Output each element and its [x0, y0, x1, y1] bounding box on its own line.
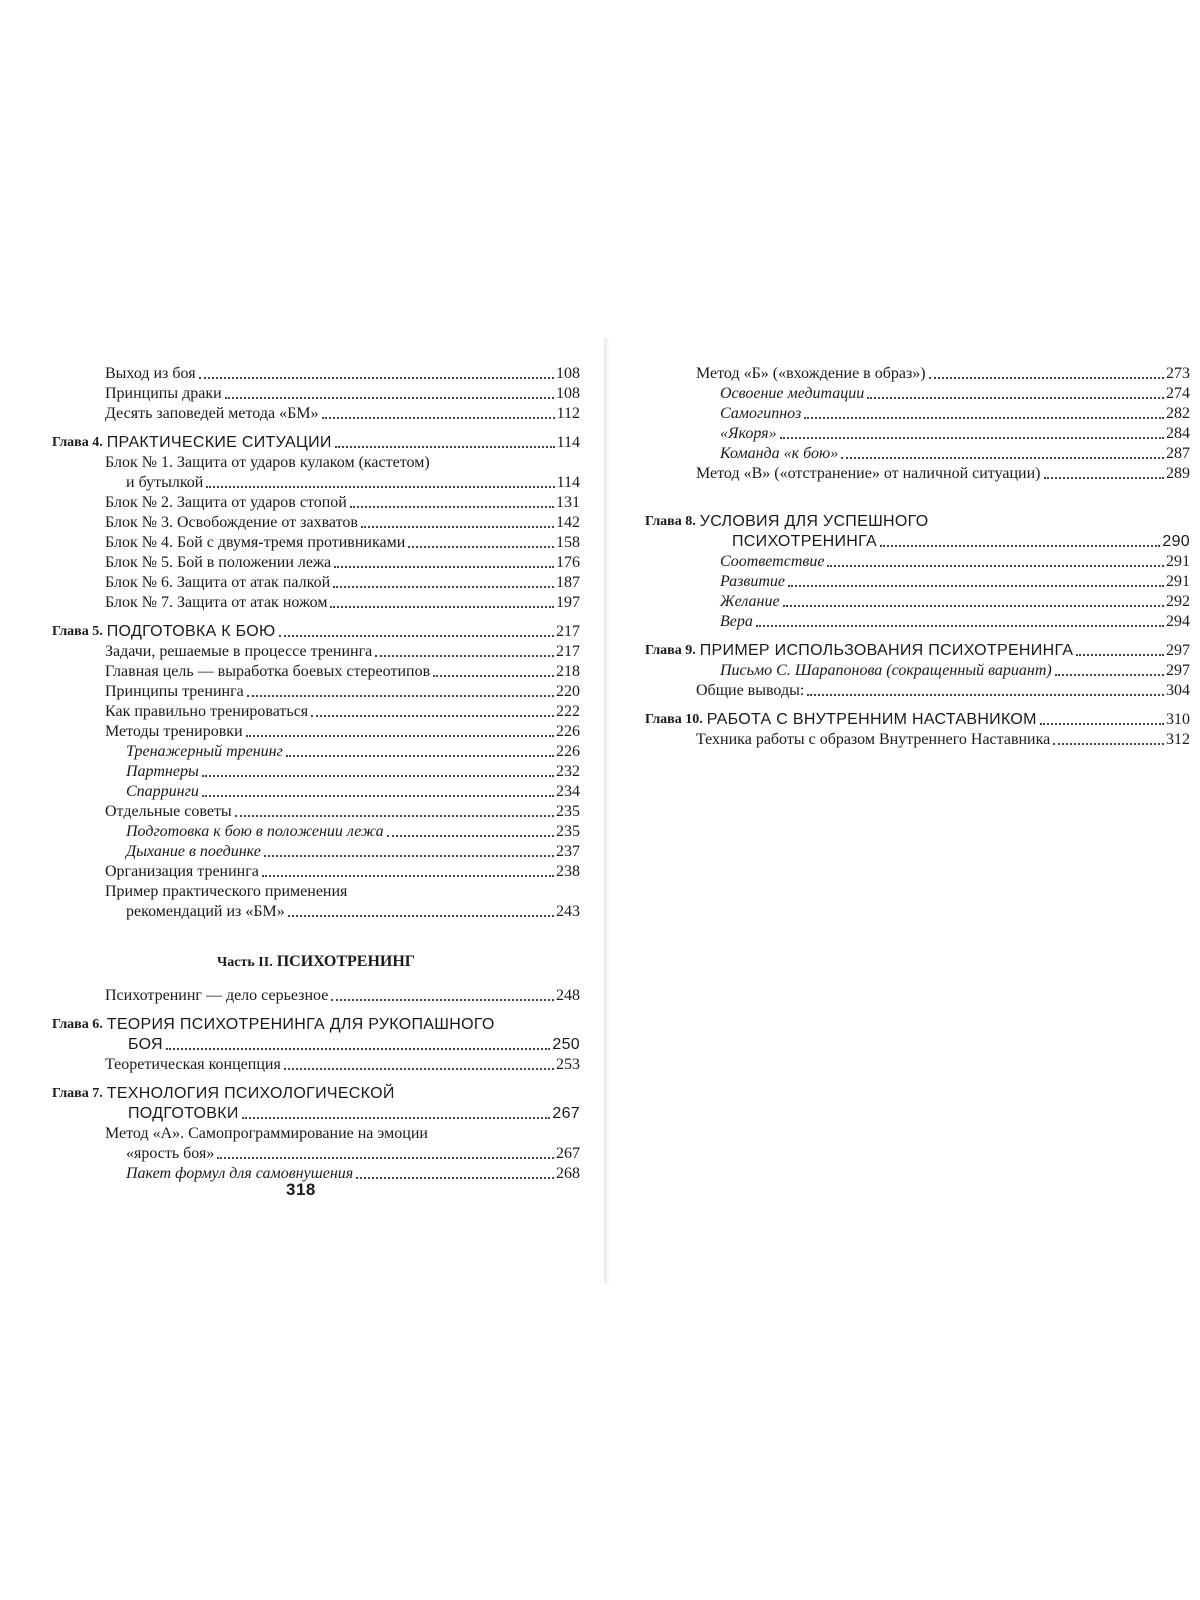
entry-title: рекомендаций из «БМ» — [126, 903, 285, 920]
dot-leader — [807, 694, 1164, 696]
entry-page-number: 268 — [556, 1165, 580, 1182]
toc-entry — [52, 364, 580, 384]
entry-page-number: 114 — [556, 434, 580, 451]
dot-leader — [350, 506, 554, 508]
entry-page-number: 234 — [556, 783, 580, 800]
dot-leader — [841, 457, 1164, 459]
toc-entry — [645, 464, 1190, 484]
chapter-entry — [645, 512, 1190, 532]
entry-page-number: 312 — [1166, 731, 1190, 748]
entry-title: Метод «А». Самопрограммирование на эмоции — [105, 1125, 428, 1142]
toc-subentry — [645, 572, 1190, 592]
chapter-entry — [645, 710, 1190, 730]
dot-leader — [387, 835, 554, 837]
chapter-entry — [52, 433, 580, 453]
dot-leader — [286, 755, 554, 757]
chapter-label: Глава 8. — [645, 514, 696, 529]
toc-entry — [52, 642, 580, 662]
toc-entry — [52, 513, 580, 533]
entry-title: Блок № 7. Защита от атак ножом — [105, 594, 328, 611]
entry-title: Соответствие — [720, 553, 825, 570]
entry-title: Психотренинг — дело серьезное — [105, 987, 329, 1004]
toc-entry — [52, 862, 580, 882]
entry-page-number: 248 — [556, 987, 580, 1004]
toc-entry — [52, 882, 580, 902]
entry-page-number: 222 — [556, 703, 580, 720]
toc-subentry — [52, 473, 580, 493]
toc-entry — [52, 593, 580, 613]
dot-leader — [1044, 477, 1165, 479]
toc-subentry — [645, 444, 1190, 464]
toc-entry — [52, 986, 580, 1006]
entry-title: Письмо С. Шарапонова (сокращенный вариант) — [720, 662, 1052, 679]
entry-title: Общие выводы: — [696, 682, 805, 699]
entry-title: Самогипноз — [720, 405, 802, 422]
toc-entry — [645, 364, 1190, 384]
dot-leader — [1076, 654, 1164, 656]
dot-leader — [202, 795, 554, 797]
entry-title: Подготовка к бою в положении лежа — [126, 823, 384, 840]
chapter-entry — [52, 1084, 580, 1104]
dot-leader — [335, 446, 555, 448]
entry-page-number: 250 — [552, 1036, 580, 1053]
dot-leader — [247, 695, 554, 697]
toc-subentry — [52, 782, 580, 802]
entry-title: Дыхание в поединке — [126, 843, 261, 860]
toc-entry — [52, 453, 580, 473]
toc-subentry — [645, 661, 1190, 681]
toc-entry — [52, 404, 580, 424]
entry-title: Блок № 1. Защита от ударов кулаком (кастетом) — [105, 454, 430, 471]
dot-leader — [867, 397, 1164, 399]
toc-subentry — [52, 822, 580, 842]
toc-subentry — [645, 612, 1190, 632]
entry-title: Развитие — [720, 573, 786, 590]
page-number: 318 — [286, 1180, 316, 1199]
entry-title: Блок № 6. Защита от атак палкой — [105, 574, 331, 591]
toc-entry — [645, 681, 1190, 701]
entry-title: Техника работы с образом Внутреннего Наставника — [696, 731, 1051, 748]
dot-leader — [202, 775, 554, 777]
entry-title: ПОДГОТОВКИ — [128, 1105, 239, 1122]
entry-page-number: 282 — [1166, 405, 1190, 422]
entry-page-number: 235 — [556, 803, 580, 820]
entry-page-number: 290 — [1162, 533, 1190, 550]
entry-page-number: 297 — [1166, 642, 1190, 659]
dot-leader — [242, 1117, 551, 1119]
entry-page-number: 197 — [556, 594, 580, 611]
dot-leader — [311, 715, 554, 717]
entry-title: Команда «к бою» — [720, 445, 839, 462]
entry-page-number: 217 — [556, 643, 580, 660]
dot-leader — [1040, 723, 1164, 725]
chapter-label: Глава 9. — [645, 643, 696, 658]
chapter-label: Глава 6. — [52, 1017, 103, 1032]
dot-leader — [330, 606, 554, 608]
chapter-entry — [52, 622, 580, 642]
entry-page-number: 238 — [556, 863, 580, 880]
entry-page-number: 158 — [556, 534, 580, 551]
entry-title: Пакет формул для самовнушения — [126, 1165, 354, 1182]
dot-leader — [356, 1177, 554, 1179]
entry-title: Главная цель — выработка боевых стереотипов — [105, 663, 431, 680]
dot-leader — [804, 417, 1164, 419]
entry-page-number: 226 — [556, 723, 580, 740]
chapter-entry — [645, 641, 1190, 661]
entry-page-number: 291 — [1166, 553, 1190, 570]
entry-page-number: 284 — [1166, 425, 1190, 442]
part-label: Часть II. — [217, 955, 273, 970]
entry-page-number: 267 — [556, 1145, 580, 1162]
dot-leader — [880, 545, 1160, 547]
dot-leader — [783, 605, 1164, 607]
entry-title: и бутылкой — [126, 474, 204, 491]
toc-subentry — [645, 424, 1190, 444]
toc-subentry — [52, 1164, 580, 1184]
toc-entry — [52, 802, 580, 822]
dot-leader — [284, 1068, 554, 1070]
entry-title: БОЯ — [128, 1036, 163, 1053]
dot-leader — [333, 586, 554, 588]
entry-title: «ярость боя» — [126, 1145, 215, 1162]
entry-title: Пример практического применения — [105, 883, 348, 900]
entry-title: Блок № 4. Бой с двумя-тремя противниками — [105, 534, 406, 551]
entry-title: Задачи, решаемые в процессе тренинга — [105, 643, 373, 660]
dot-leader — [246, 735, 554, 737]
toc-subentry — [645, 592, 1190, 612]
chapter-label: Глава 7. — [52, 1086, 103, 1101]
entry-title: Спарринги — [126, 783, 199, 800]
dot-leader — [262, 875, 554, 877]
entry-page-number: 267 — [552, 1105, 580, 1122]
entry-title: Метод «В» («отстранение» от наличной ситуации) — [696, 465, 1041, 482]
entry-page-number: 220 — [556, 683, 580, 700]
toc-subentry — [52, 902, 580, 922]
toc-entry — [52, 493, 580, 513]
chapter-label: Глава 5. — [52, 624, 103, 639]
entry-page-number: 273 — [1166, 365, 1190, 382]
dot-leader — [1055, 674, 1164, 676]
entry-page-number: 237 — [556, 843, 580, 860]
toc-entry — [52, 722, 580, 742]
toc-subentry — [645, 404, 1190, 424]
entry-title: Желание — [720, 593, 780, 610]
entry-page-number: 232 — [556, 763, 580, 780]
dot-leader — [361, 526, 554, 528]
toc-subentry — [52, 762, 580, 782]
entry-page-number: 289 — [1166, 465, 1190, 482]
toc-entry — [52, 573, 580, 593]
toc-subentry — [52, 842, 580, 862]
dot-leader — [166, 1048, 551, 1050]
dot-leader — [331, 999, 554, 1001]
entry-page-number: 304 — [1166, 682, 1190, 699]
entry-page-number: 291 — [1166, 573, 1190, 590]
dot-leader — [217, 1157, 554, 1159]
entry-page-number: 226 — [556, 743, 580, 760]
part-heading — [52, 952, 580, 972]
toc-entry — [645, 730, 1190, 750]
entry-page-number: 287 — [1166, 445, 1190, 462]
entry-title: УСЛОВИЯ ДЛЯ УСПЕШНОГО — [699, 513, 929, 530]
entry-title: Принципы тренинга — [105, 683, 244, 700]
chapter-entry-continued — [52, 1104, 580, 1124]
dot-leader — [929, 377, 1164, 379]
entry-page-number: 310 — [1166, 711, 1190, 728]
entry-page-number: 187 — [556, 574, 580, 591]
entry-page-number: 297 — [1166, 662, 1190, 679]
dot-leader — [1053, 743, 1164, 745]
toc-subentry — [645, 552, 1190, 572]
dot-leader — [334, 566, 554, 568]
entry-title: Выход из боя — [105, 365, 196, 382]
entry-title: Отдельные советы — [105, 803, 232, 820]
dot-leader — [225, 397, 554, 399]
dot-leader — [235, 815, 554, 817]
toc-entry — [52, 384, 580, 404]
entry-title: ТЕОРИЯ ПСИХОТРЕНИНГА ДЛЯ РУКОПАШНОГО — [106, 1016, 495, 1033]
right-table-of-contents — [645, 364, 1190, 750]
entry-page-number: 218 — [556, 663, 580, 680]
entry-page-number: 274 — [1166, 385, 1190, 402]
chapter-label: Глава 4. — [52, 435, 103, 450]
entry-title: ПРИМЕР ИСПОЛЬЗОВАНИЯ ПСИХОТРЕНИНГА — [699, 642, 1074, 659]
entry-title: Блок № 2. Защита от ударов стопой — [105, 494, 347, 511]
entry-title: «Якоря» — [720, 425, 777, 442]
entry-page-number: 217 — [556, 623, 580, 640]
dot-leader — [433, 675, 554, 677]
dot-leader — [788, 585, 1164, 587]
chapter-label: Глава 10. — [645, 712, 703, 727]
dot-leader — [375, 655, 554, 657]
entry-title: Десять заповедей метода «БМ» — [105, 405, 319, 422]
entry-title: ПСИХОТРЕНИНГА — [732, 533, 878, 550]
dot-leader — [322, 417, 555, 419]
dot-leader — [408, 546, 554, 548]
entry-title: Методы тренировки — [105, 723, 243, 740]
entry-page-number: 112 — [556, 405, 580, 422]
chapter-entry-continued — [52, 1035, 580, 1055]
entry-title: Организация тренинга — [105, 863, 259, 880]
chapter-entry-continued — [645, 532, 1190, 552]
entry-page-number: 131 — [556, 494, 580, 511]
toc-subentry — [645, 384, 1190, 404]
entry-title: Блок № 5. Бой в положении лежа — [105, 554, 332, 571]
entry-page-number: 235 — [556, 823, 580, 840]
dot-leader — [288, 915, 554, 917]
entry-title: Партнеры — [126, 763, 199, 780]
toc-entry — [52, 533, 580, 553]
dot-leader — [206, 486, 554, 488]
toc-entry — [52, 702, 580, 722]
toc-entry — [52, 553, 580, 573]
toc-entry — [52, 662, 580, 682]
dot-leader — [199, 377, 554, 379]
toc-entry — [52, 1124, 580, 1144]
entry-page-number: 108 — [556, 385, 580, 402]
entry-page-number: 253 — [556, 1056, 580, 1073]
entry-title: ТЕХНОЛОГИЯ ПСИХОЛОГИЧЕСКОЙ — [106, 1085, 395, 1102]
entry-page-number: 292 — [1166, 593, 1190, 610]
entry-title: РАБОТА С ВНУТРЕННИМ НАСТАВНИКОМ — [706, 711, 1037, 728]
entry-title: Теоретическая концепция — [105, 1056, 281, 1073]
dot-leader — [756, 625, 1164, 627]
entry-title: Метод «Б» («вхождение в образ») — [696, 365, 926, 382]
toc-subentry — [52, 742, 580, 762]
entry-page-number: 176 — [556, 554, 580, 571]
toc-entry — [52, 1055, 580, 1075]
toc-entry — [52, 682, 580, 702]
right-page — [600, 0, 1200, 1600]
entry-title: Как правильно тренироваться — [105, 703, 309, 720]
entry-page-number: 294 — [1166, 613, 1190, 630]
entry-page-number: 108 — [556, 365, 580, 382]
dot-leader — [780, 437, 1164, 439]
entry-page-number: 142 — [556, 514, 580, 531]
entry-title: Вера — [720, 613, 753, 630]
dot-leader — [264, 855, 554, 857]
dot-leader — [827, 565, 1164, 567]
left-table-of-contents — [52, 364, 580, 1184]
entry-title: Тренажерный тренинг — [126, 743, 283, 760]
entry-title: Блок № 3. Освобождение от захватов — [105, 514, 358, 531]
entry-page-number: 114 — [556, 474, 580, 491]
chapter-entry — [52, 1015, 580, 1035]
entry-title: Принципы драки — [105, 385, 222, 402]
entry-title: ПОДГОТОВКА К БОЮ — [106, 623, 276, 640]
entry-page-number: 243 — [556, 903, 580, 920]
toc-subentry — [52, 1144, 580, 1164]
part-title: ПСИХОТРЕНИНГ — [276, 953, 415, 970]
entry-title: ПРАКТИЧЕСКИЕ СИТУАЦИИ — [106, 434, 332, 451]
dot-leader — [279, 635, 555, 637]
entry-title: Освоение медитации — [720, 385, 865, 402]
